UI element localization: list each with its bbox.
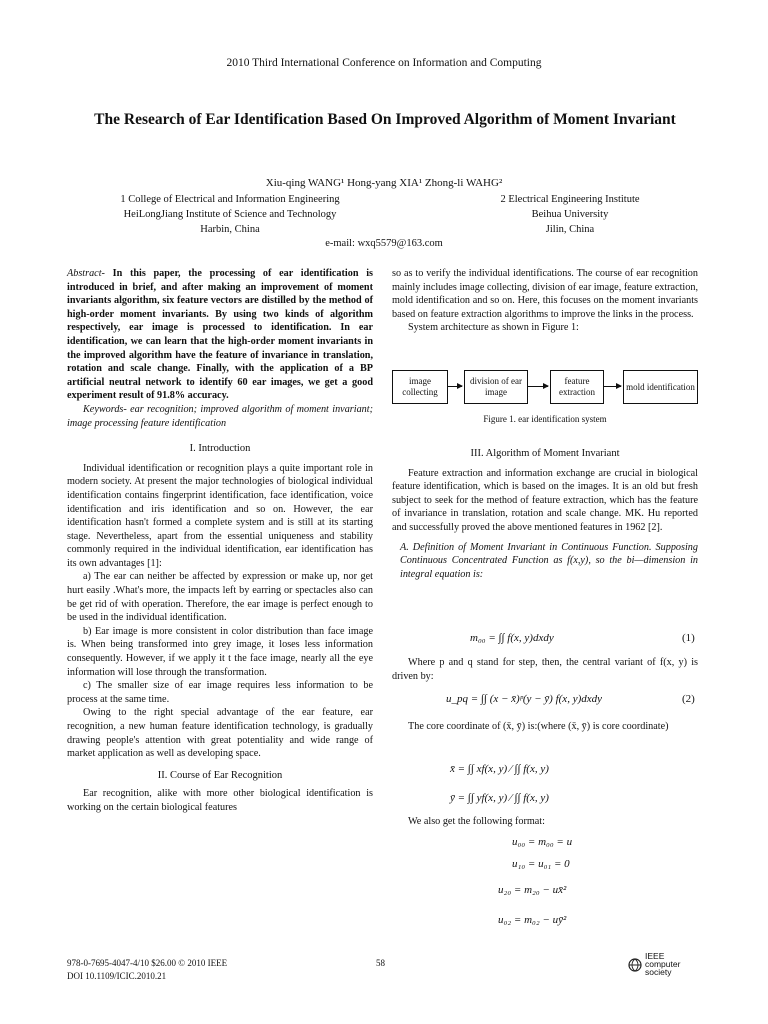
abstract: Abstract- In this paper, the processing of ear identification is introduced in brief, and after making an improvement of moment invariants algorithm, six feature vectors are distilled by the method of high-order moment invariants. By using two kinds of algorithm respectively, ear image is processed to identification. In ear identification, we can learn that the high-order moment invariants in the improved algorithm have the feature of invariance in translation, rotation and scale change. Finally, with the application of a BP artificial neutral network to identify 60 ear images, we get a good experiment result of 91.8% accuracy. <box>67 268 373 402</box>
section-1-heading: I. Introduction <box>189 443 251 455</box>
equation-5: u₀₀ = m₀₀ = u <box>512 836 573 848</box>
intro-paragraph: Individual identification or recognition plays a quite important role in modern society. At present the major technologies of biological individual identification contains fingerprint identification, face identification, voice identification and iris identification and so on. However, the ear identification hasn't formed a complete system and is still at its starting stage. Nevertheless, apart from the essential uniqueness and stability commonly required in the individual identification, ear identification has its own advantages [1]: <box>67 462 373 569</box>
affiliation-2: 2 Electrical Engineering Institute Beihua University Jilin, China <box>500 194 640 235</box>
equation-1-number: (1) <box>682 632 695 644</box>
equation-8: u₀₂ = m₀₂ − uȳ² <box>498 914 567 926</box>
paper-title: The Research of Ear Identification Based On Improved Algorithm of Moment Invariant <box>94 111 676 128</box>
arrow-icon <box>527 386 548 387</box>
figure-box-feature-extraction: feature extraction <box>550 370 604 404</box>
globe-icon <box>628 958 642 972</box>
section-3-heading: III. Algorithm of Moment Invariant <box>470 448 620 459</box>
equation-3: x̄ = ∫∫ xf(x, y) ⁄ ∫∫ f(x, y) <box>450 763 549 775</box>
course-paragraph: Ear recognition, alike with more other biological identification is working on the certain biological features <box>67 788 373 813</box>
advantage-c: c) The smaller size of ear image requires less information to be process at the same time. <box>67 680 373 705</box>
equation-2-number: (2) <box>682 693 695 705</box>
ieee-computer-society-logo <box>628 952 700 978</box>
equation-6: u₁₀ = u₀₁ = 0 <box>512 858 570 870</box>
text-central-variant: Where p and q stand for step, then, the central variant of f(x, y) is driven by: <box>392 657 698 682</box>
system-architecture-text: System architecture as shown in Figure 1: <box>408 322 579 334</box>
subsection-a: A. Definition of Moment Invariant in Continuous Function. Supposing Continuous Concentrated Function as f(x,y), so the bi—dimension in integral equation is: <box>400 541 698 580</box>
figure-1 <box>392 368 698 408</box>
intro-paragraph-2: Owing to the right special advantage of the ear feature, ear recognition, a new human feature identification technology, is gradually drawing people's attention with great potentiality and wide range of market application as well as developing space. <box>67 707 373 760</box>
footer-isbn: 978-0-7695-4047-4/10 $26.00 © 2010 IEEE <box>67 958 228 968</box>
section-2-heading: II. Course of Ear Recognition <box>157 769 283 781</box>
figure-box-division: division of ear image <box>464 370 528 404</box>
course-paragraph-cont: so as to verify the individual identifications. The course of ear recognition mainly includes image collecting, division of ear image, feature extraction, mold identification and so on. Here, this focuses on the moment invariants based on feature extraction algorithms to improve the links in the process. <box>392 268 698 320</box>
page-number: 58 <box>376 958 385 968</box>
equation-1: m₀₀ = ∫∫ f(x, y)dxdy <box>470 632 554 644</box>
algorithm-paragraph: Feature extraction and information exchange are crucial in biological feature identification, which is based on the images. It is an old but fresh subject to seek for the method of feature extraction, which has the feature of invariance in translation, rotation and scale change. MK. Hu reported and successfully proved the above mentioned features in 1962 [2]. <box>392 467 698 533</box>
keywords: Keywords- ear recognition; improved algorithm of moment invariant; image processing feature identification <box>67 403 373 429</box>
equation-7: u₂₀ = m₂₀ − ux̄² <box>498 884 567 896</box>
left-column <box>67 267 373 815</box>
advantage-b: b) Ear image is more consistent in color distribution than face image is. When being transformed into grey image, it loses less information consequently. However, if we apply it t the face image, nearly all the eye information will lose through the transformation. <box>67 625 373 678</box>
affiliation-1: 1 College of Electrical and Information Engineering HeiLongJiang Institute of Science and Technology Harbin, China <box>120 194 340 235</box>
conference-header: 2010 Third International Conference on Information and Computing <box>226 57 542 69</box>
figure-box-mold-identification: mold identification <box>623 370 698 404</box>
right-column-top <box>392 267 698 335</box>
figure-box-image-collecting: image collecting <box>392 370 448 404</box>
logo-text: IEEE computer society <box>645 951 681 977</box>
author-names: Xiu-qing WANG¹ Hong-yang XIA¹ Zhong-li WAHG² <box>265 177 503 189</box>
author-email: e-mail: wxq5579@163.com <box>325 238 443 249</box>
equation-4: ȳ = ∫∫ yf(x, y) ⁄ ∫∫ f(x, y) <box>450 792 549 804</box>
footer-doi: DOI 10.1109/ICIC.2010.21 <box>67 971 167 981</box>
text-following-format: We also get the following format: <box>408 816 545 827</box>
advantage-a: a) The ear can neither be affected by expression or make up, nor get hurt easily .What's more, the impacts left by earring or spectacles also can be get rid of with operation. Therefore, the ear image is perfect enough to be used in the individual identification. <box>67 571 373 624</box>
arrow-icon <box>447 386 462 387</box>
right-column-section-3 <box>392 447 698 581</box>
text-core-coordinate: The core coordinate of (x̄, ȳ) is:(where (x̄, ȳ) is core coordinate) <box>408 721 669 732</box>
equation-2: u_pq = ∫∫ (x − x̄)ᵖ(y − ȳ) f(x, y)dxdy <box>446 693 602 705</box>
figure-1-caption: Figure 1. ear identification system <box>483 414 607 424</box>
arrow-icon <box>603 386 621 387</box>
